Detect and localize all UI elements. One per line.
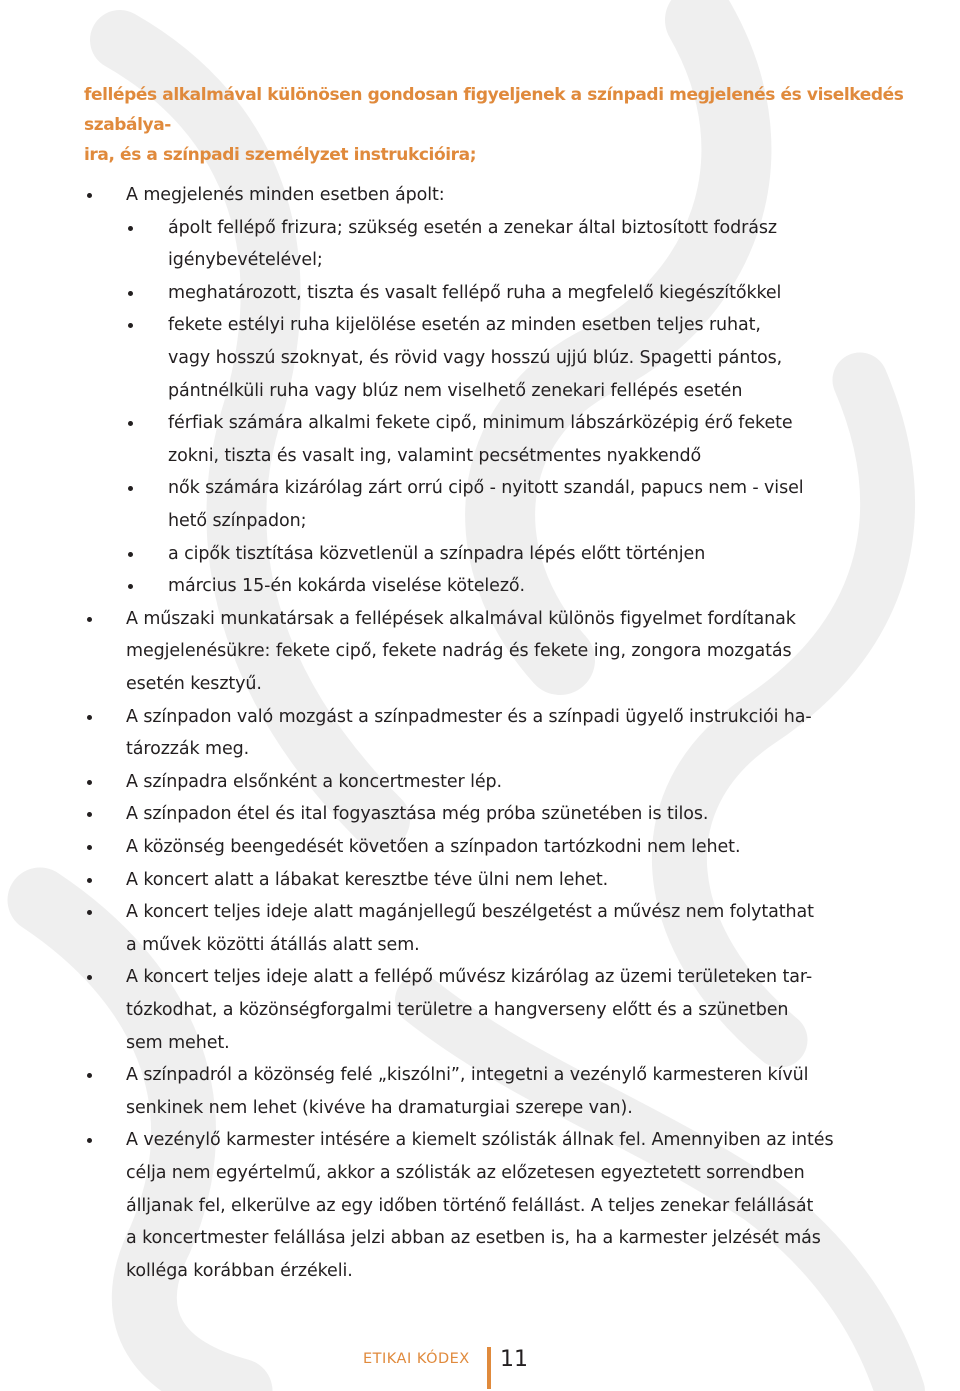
list-item-line: A színpadon étel és ital fogyasztása még próba szünetében is tilos. [126,804,709,825]
bullet-icon [128,323,133,328]
sub-list-item-line: március 15-én kokárda viselése kötelező. [168,576,525,597]
list-item-line: a koncertmester felállása jelzi abban az esetben is, ha a karmester jelzését más [126,1228,821,1249]
bullet-icon [87,975,92,980]
list-item-line: sem mehet. [126,1032,230,1053]
bullet-icon [87,715,92,720]
bullet-icon [87,910,92,915]
bullet-icon [87,193,92,198]
sub-list-item-line: vagy hosszú szoknyat, és rövid vagy hosszú ujjú blúz. Spagetti pántos, [168,348,783,368]
bullet-icon [87,1073,92,1078]
bullet-icon [128,486,133,491]
list-item-line: megjelenésükre: fekete cipő, fekete nadrág és fekete ing, zongora mozgatás [126,641,792,662]
bullet-icon [87,812,92,817]
list-item-line: A közönség beengedését követően a színpadon tartózkodni nem lehet. [126,837,741,857]
list-item-line: A vezénylő karmester intésére a kiemelt szólisták állnak fel. Amennyiben az intés [126,1130,834,1151]
intro-heading [84,80,904,170]
bullet-icon [128,291,133,296]
sub-list-item-line: férfiak számára alkalmi fekete cipő, minimum lábszárközépig érő fekete [168,413,793,434]
sub-list-item-line: hető színpadon; [168,511,307,531]
bullet-icon [87,878,92,883]
sub-list-item-line: igénybevételével; [168,250,323,271]
list-item-line: A koncert teljes ideje alatt a fellépő művész kizárólag az üzemi területeken tar- [126,967,813,988]
list-item-line: senkinek nem lehet (kivéve ha dramaturgiai szerepe van). [126,1097,633,1118]
bullet-icon [87,780,92,785]
sub-list-item-line: nők számára kizárólag zárt orrú cipő - nyitott szandál, papucs nem - visel [168,478,804,499]
bullet-icon [87,617,92,622]
bullet-icon [87,1138,92,1143]
sub-list-item-line: meghatározott, tiszta és vasalt fellépő ruha a megfelelő kiegészítőkkel [168,282,782,303]
bullet-icon [128,584,133,589]
list-item-line: kolléga korábban érzékeli. [126,1260,353,1281]
list-item-line: tózkodhat, a közönségforgalmi területre a hangverseny előtt és a szünetben [126,1000,789,1020]
page-number: 11 [500,1347,528,1372]
sub-list-item-line: zokni, tiszta és vasalt ing, valamint pecsétmentes nyakkendő [168,445,702,466]
heading-line: ira, és a színpadi személyzet instrukcióira; [84,145,477,165]
bullet-icon [128,226,133,231]
list-item-line: A színpadra elsőnként a koncertmester lép. [126,771,503,792]
list-item-line: álljanak fel, elkerülve az egy időben történő felállást. A teljes zenekar felállását [126,1195,814,1216]
footer-divider [487,1347,491,1389]
list-item-line: A koncert alatt a lábakat keresztbe téve ülni nem lehet. [126,869,609,890]
list-item-line: A színpadról a közönség felé „kiszólni”, integetni a vezénylő karmesteren kívül [126,1065,809,1086]
footer-title: ETIKAI KÓDEX [363,1351,470,1367]
sub-list-item-line: fekete estélyi ruha kijelölése esetén az minden esetben teljes ruhat, [168,315,761,336]
list-item-line: A megjelenés minden esetben ápolt: [126,185,445,205]
list-item-line: a művek közötti átállás alatt sem. [126,934,420,955]
list-item-line: A koncert teljes ideje alatt magánjellegű beszélgetést a művész nem folytathat [126,902,814,923]
bullet-icon [128,421,133,426]
sub-list-item-line: a cipők tisztítása közvetlenül a színpadra lépés előtt történjen [168,543,706,564]
list-item-line: esetén kesztyű. [126,674,262,694]
list-item-line: A műszaki munkatársak a fellépések alkalmával különös figyelmet fordítanak [126,608,796,629]
bullet-icon [87,845,92,850]
list-item-line: tározzák meg. [126,739,250,760]
sub-list-item-line: ápolt fellépő frizura; szükség esetén a zenekar által biztosított fodrász [168,217,777,238]
heading-line: fellépés alkalmával különösen gondosan figyeljenek a színpadi megjelenés és viselkedés szabálya- [84,85,904,135]
bullet-icon [128,552,133,557]
sub-list-item-line: pántnélküli ruha vagy blúz nem viselhető zenekari fellépés esetén [168,380,743,401]
list-item-line: célja nem egyértelmű, akkor a szólisták az előzetesen egyeztetett sorrendben [126,1163,805,1183]
list-item-line: A színpadon való mozgást a színpadmester és a színpadi ügyelő instrukciói ha- [126,706,812,727]
